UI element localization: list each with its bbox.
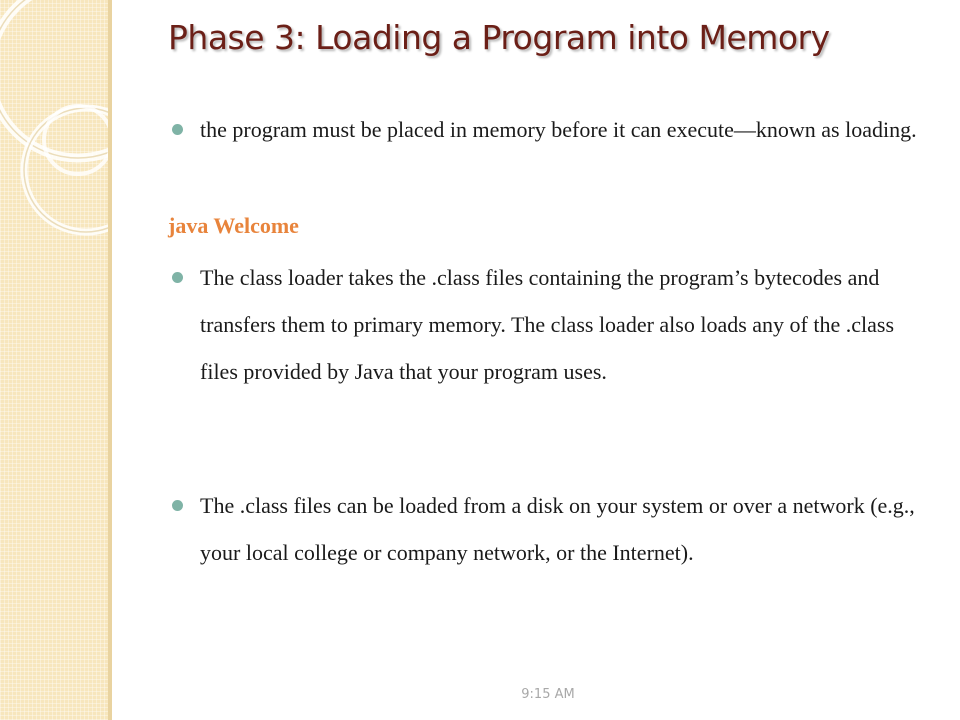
- concentric-circles-decoration: [0, 0, 108, 720]
- bullet-text-loading: the program must be placed in memory before it can execute—known as loading.: [200, 117, 917, 142]
- command-line-text: java Welcome: [168, 213, 299, 238]
- footer-timestamp: 9:15 AM: [521, 687, 575, 702]
- bullet-icon: [172, 500, 183, 511]
- bullet-item: [168, 106, 928, 202]
- bullet-item: [168, 482, 928, 642]
- bullet-icon: [172, 124, 183, 135]
- sidebar-edge: [108, 0, 112, 720]
- bullet-icon: [172, 272, 183, 283]
- sidebar-decoration: [0, 0, 108, 720]
- slide-title: Phase 3: Loading a Program into Memory: [168, 18, 830, 57]
- bullet-item: [168, 254, 928, 474]
- slide-content: [168, 106, 928, 642]
- bullet-text-class-loader: The class loader takes the .class files containing the program’s bytecodes and transfers them to primary memory. The class loader also loads any of the .class files provided by Java that your program uses.: [200, 265, 895, 384]
- bullet-text-network: The .class files can be loaded from a disk on your system or over a network (e.g., your local college or company network, or the Internet).: [200, 493, 915, 565]
